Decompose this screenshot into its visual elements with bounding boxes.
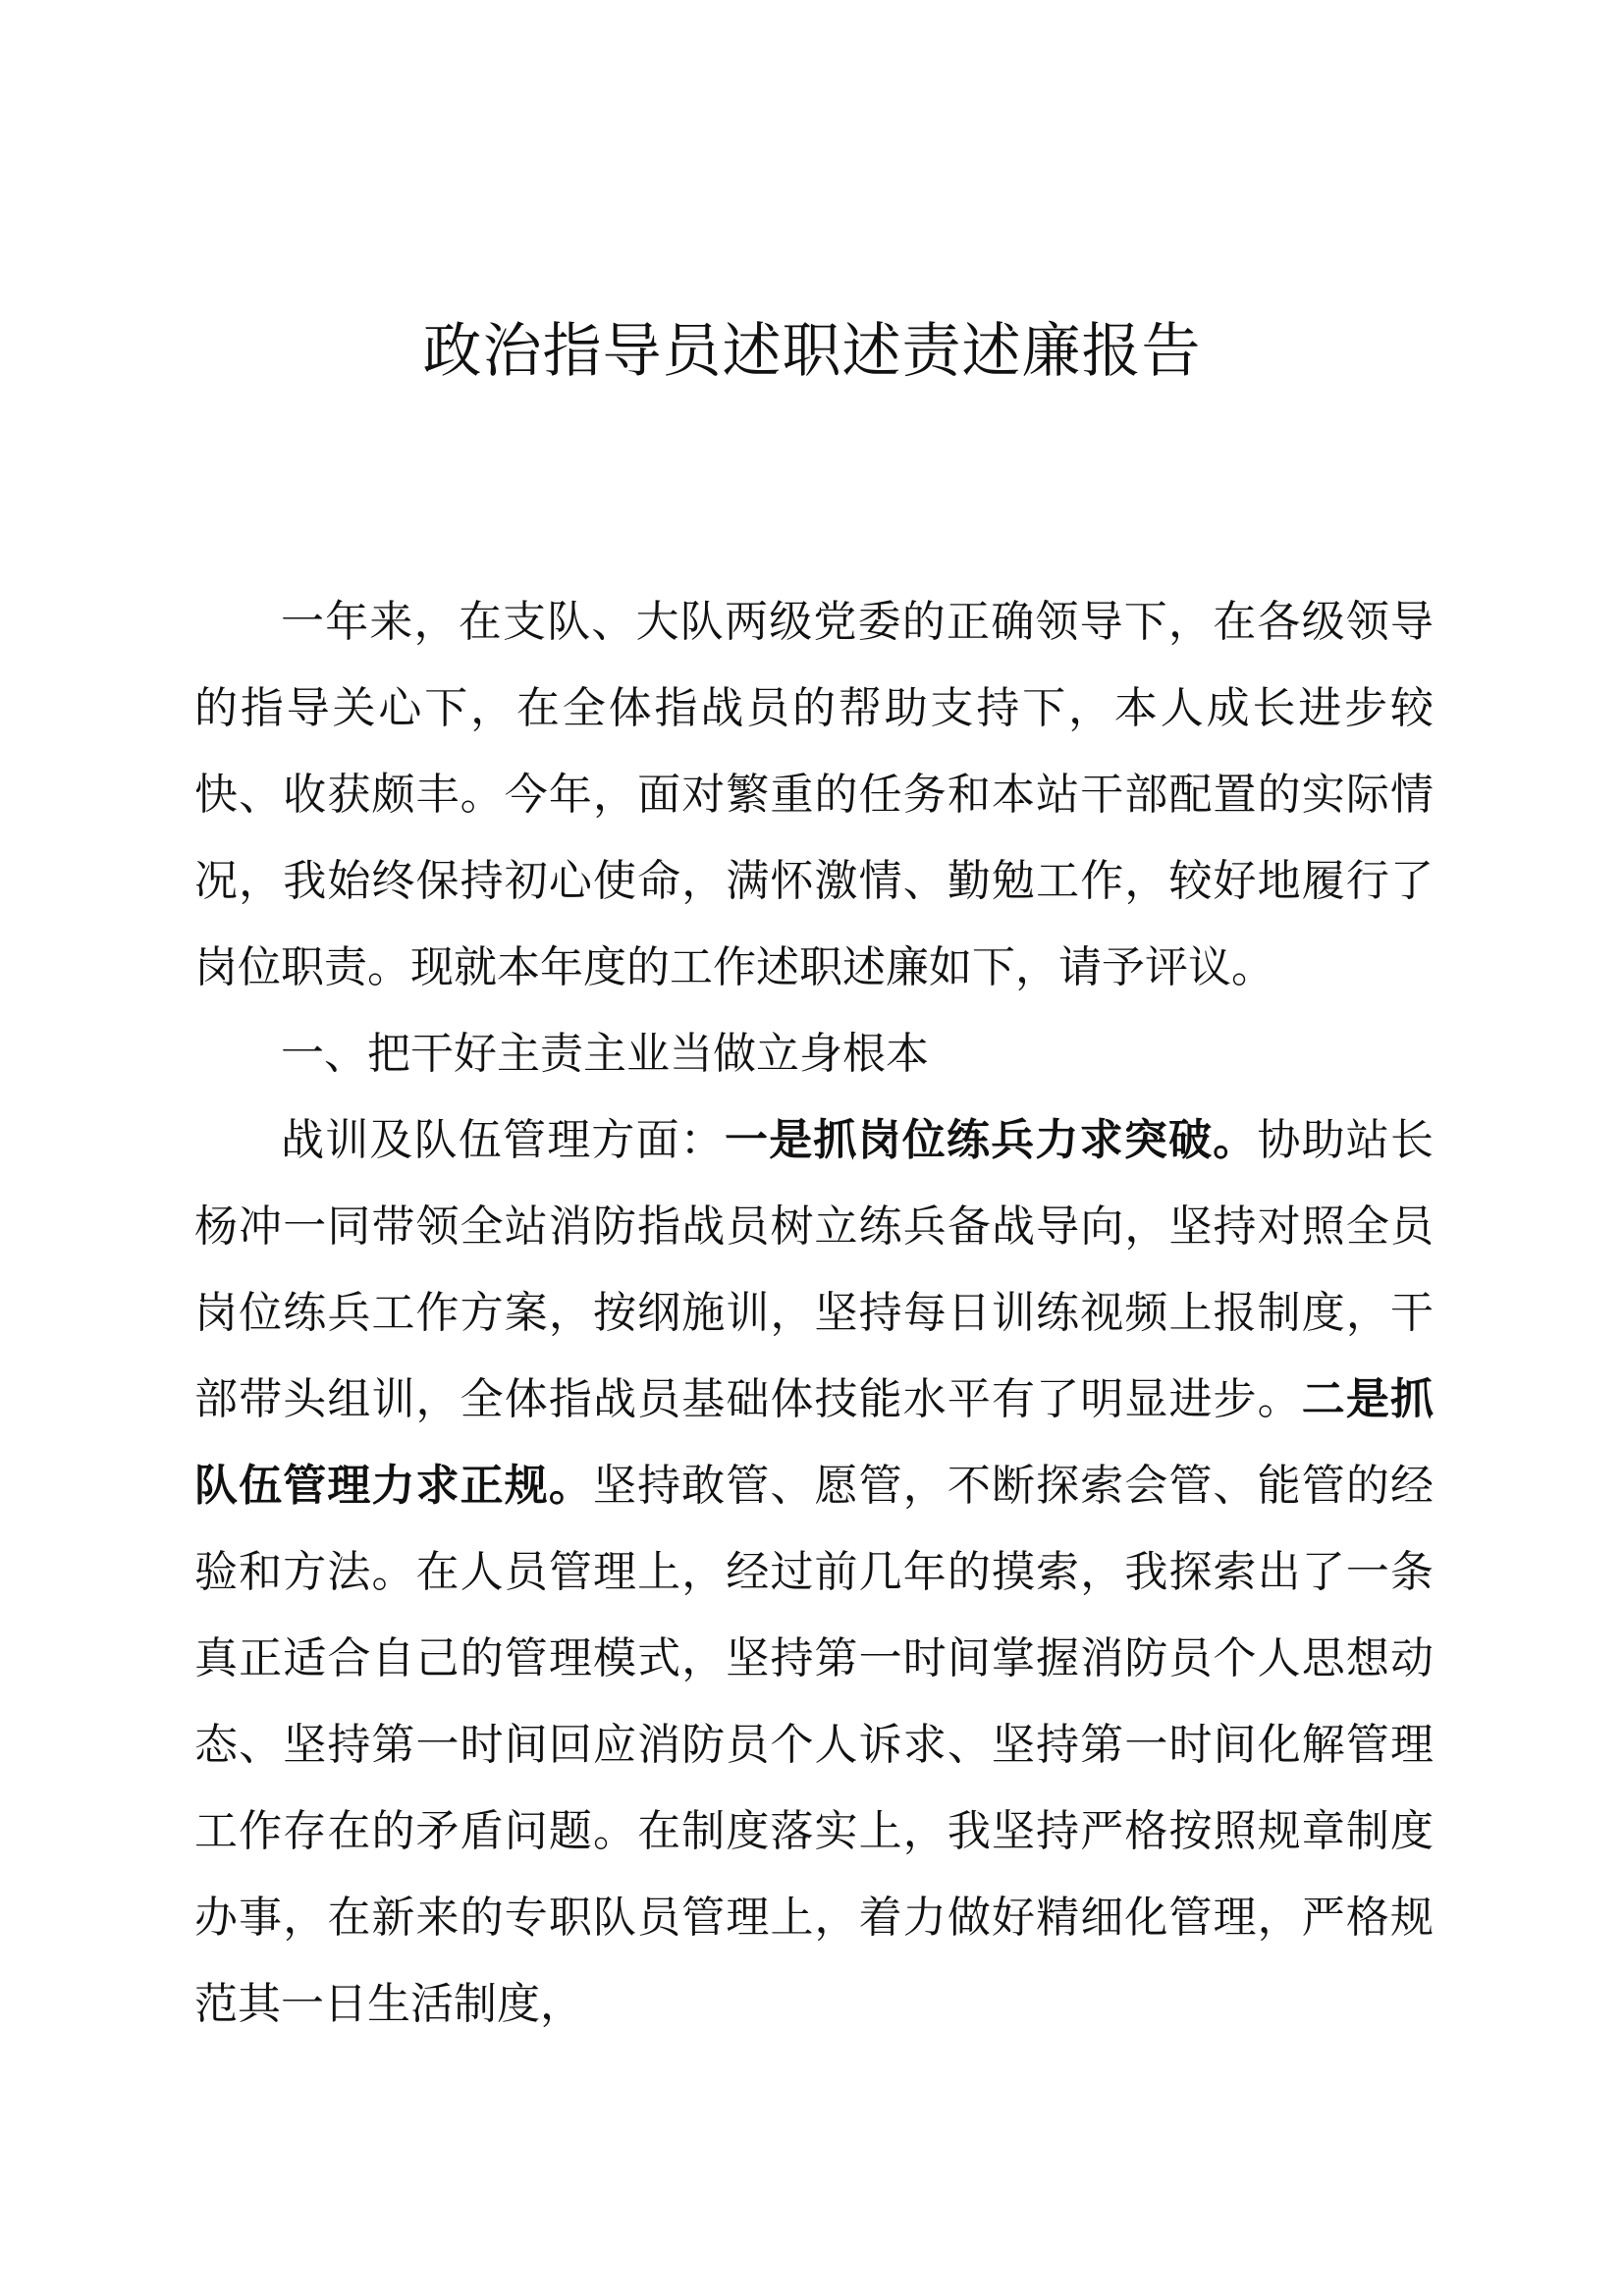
intro-paragraph: 一年来，在支队、大队两级党委的正确领导下，在各级领导的指导关心下，在全体指战员的帮助支持下，本人成长进步较快、收获颇丰。今年，面对繁重的任务和本站干部配置的实际情况，我始终保持初心使命，满怀激情、勤勉工作，较好地履行了岗位职责。现就本年度的工作述职述廉如下，请予评议。 [194,597,1434,992]
point2-title: 二是抓队伍管理力求正规。 [194,1374,1435,1511]
point1-title: 一是抓岗位练兵力求突破。 [725,1115,1258,1165]
training-paragraph [194,1097,1434,2048]
document-title: 政治指导员述职述责述廉报告 [422,317,1202,386]
section-heading: 一、把干好主责主业当做立身根本 [281,1029,929,1079]
point1-text: 协助站长杨冲一同带领全站消防指战员树立练兵备战导向，坚持对照全员岗位练兵工作方案，按纲施训，坚持每日训练视频上报制度，干部带头组训，全体指战员基础体技能水平有了明显进步。 [194,1115,1435,1424]
document-body [194,579,1434,2048]
training-lead: 战训及队伍管理方面： [281,1115,725,1165]
point2-text: 坚持敢管、愿管，不断探索会管、能管的经验和方法。在人员管理上，经过前几年的摸索，我探索出了一条真正适合自己的管理模式，坚持第一时间掌握消防员个人思想动态、坚持第一时间回应消防员个人诉求、坚持第一时间化解管理工作存在的矛盾问题。在制度落实上，我坚持严格按照规章制度办事，在新来的专职队员管理上，着力做好精细化管理，严格规范其一日生活制度， [194,1461,1434,2029]
